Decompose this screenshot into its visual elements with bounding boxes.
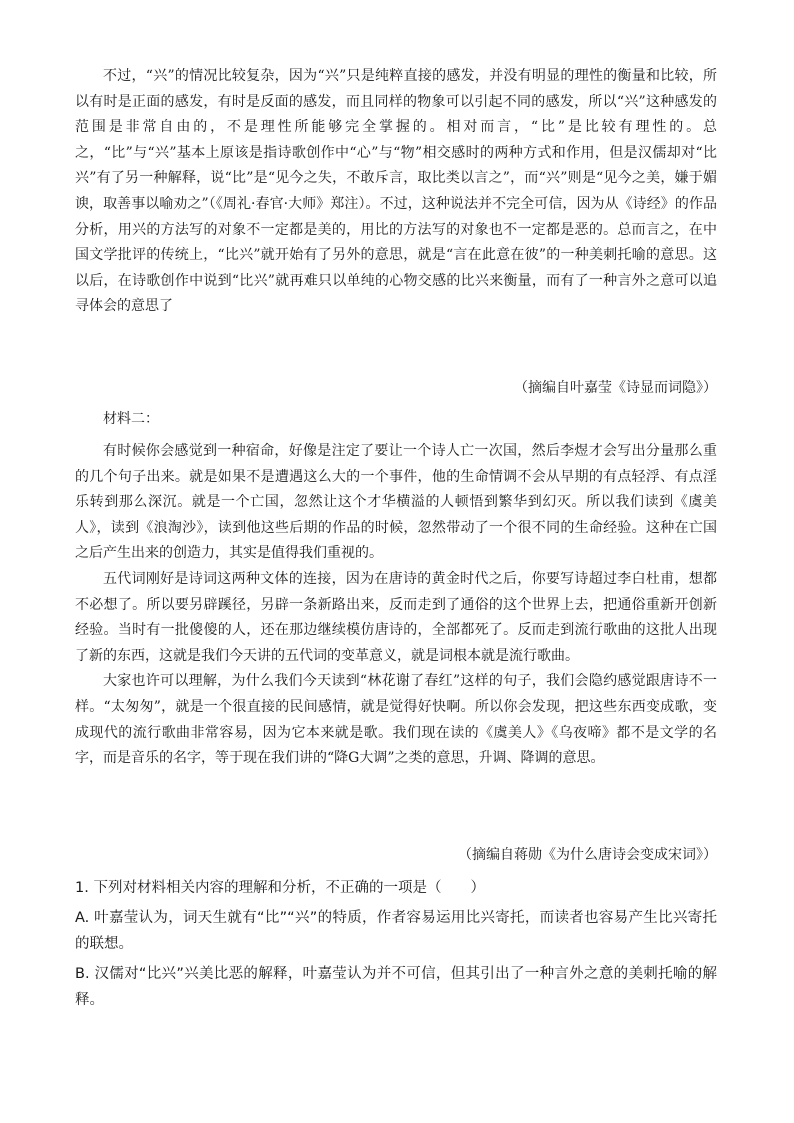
question-1 [75, 875, 717, 1013]
question-1-option-a: A. 叶嘉莹认为，词天生就有“比”“兴”的特质，作者容易运用比兴寄托，而读者也容易产生比兴寄托的联想。 [75, 910, 717, 952]
material2-paragraph-1: 有时候你会感觉到一种宿命，好像是注定了要让一个诗人亡一次国，然后李煜才会写出分量那么重的几个句子出来。就是如果不是遭遇这么大的一个事件，他的生命情调不会从早期的有点轻浮、有点淫乐转到那么深沉。就是一个亡国，忽然让这个才华横溢的人顿悟到繁华到幻灭。所以我们读到《虞美人》，读到《浪淘沙》，读到他这些后期的作品的时候，忽然带动了一个很不同的生命经验。这种在亡国之后产生出来的创造力，其实是值得我们重视的。 [75, 443, 717, 562]
material2-section [75, 439, 717, 772]
material2-source: （摘编自蒋勋《为什么唐诗会变成宋词》） [458, 847, 717, 863]
material1-paragraph: 不过，“兴”的情况比较复杂，因为“兴”只是纯粹直接的感发，并没有明显的理性的衡量和比较，所以有时是正面的感发，有时是反面的感发，而且同样的物象可以引起不同的感发，所以“兴”这种感发的范围是非常自由的，不是理性所能够完全掌握的。相对而言，“比”是比较有理性的。总之，“比”与“兴”基本上原该是指诗歌创作中“心”与“物”相交感时的两种方式和作用，但是汉儒却对“比兴”有了另一种解释，说“比”是“见今之失，不敢斥言，取比类以言之”，而“兴”则是“见今之美，嫌于媚谀，取善事以喻劝之”（《周礼·春官·大师》郑注）。不过，这种说法并不完全可信，因为从《诗经》的作品分析，用兴的方法写的对象不一定都是美的，用比的方法写的对象也不一定都是恶的。总而言之，在中国文学批评的传统上，“比兴”就开始有了另外的意思，就是“言在此意在彼”的一种美刺托喻的意思。这以后，在诗歌创作中说到“比兴”就再难只以单纯的心物交感的比兴来衡量，而有了一种言外之意可以追寻体会的意思了 [75, 68, 717, 315]
material2-source-line [75, 843, 717, 867]
material2-paragraph-3: 大家也许可以理解，为什么我们今天读到“林花谢了春红”这样的句子，我们会隐约感觉跟唐诗不一样。“太匆匆”，就是一个很直接的民间感情，就是觉得好快啊。所以你会发现，把这些东西变成歌，变成现代的流行歌曲非常容易，因为它本来就是歌。我们现在读的《虞美人》《乌夜啼》都不是文学的名字，而是音乐的名字，等于现在我们讲的“降G大调”之类的意思，升调、降调的意思。 [75, 673, 717, 767]
question-1-stem: 1. 下列对材料相关内容的理解和分析，不正确的一项是（ ） [75, 880, 485, 896]
material1-source-line [75, 376, 717, 400]
material1-source: （摘编自叶嘉莹《诗显而词隐》） [514, 380, 717, 396]
material2-label-line [75, 407, 717, 432]
question-1-option-b: B. 汉儒对“比兴”兴美比恶的解释，叶嘉莹认为并不可信，但其引出了一种言外之意的美刺托喻的解释。 [75, 966, 717, 1008]
material1-section [75, 64, 717, 320]
material2-paragraph-2: 五代词刚好是诗词这两种文体的连接，因为在唐诗的黄金时代之后，你要写诗超过李白杜甫，想都不必想了。所以要另辟蹊径，另辟一条新路出来，反而走到了通俗的这个世界上去，把通俗重新开创新经验。当时有一批傻傻的人，还在那边继续模仿唐诗的，全部都死了。反而走到流行歌曲的这批人出现了新的东西，这就是我们今天讲的五代词的变革意义，就是词根本就是流行歌曲。 [75, 570, 717, 664]
material2-label: 材料二： [103, 411, 159, 427]
